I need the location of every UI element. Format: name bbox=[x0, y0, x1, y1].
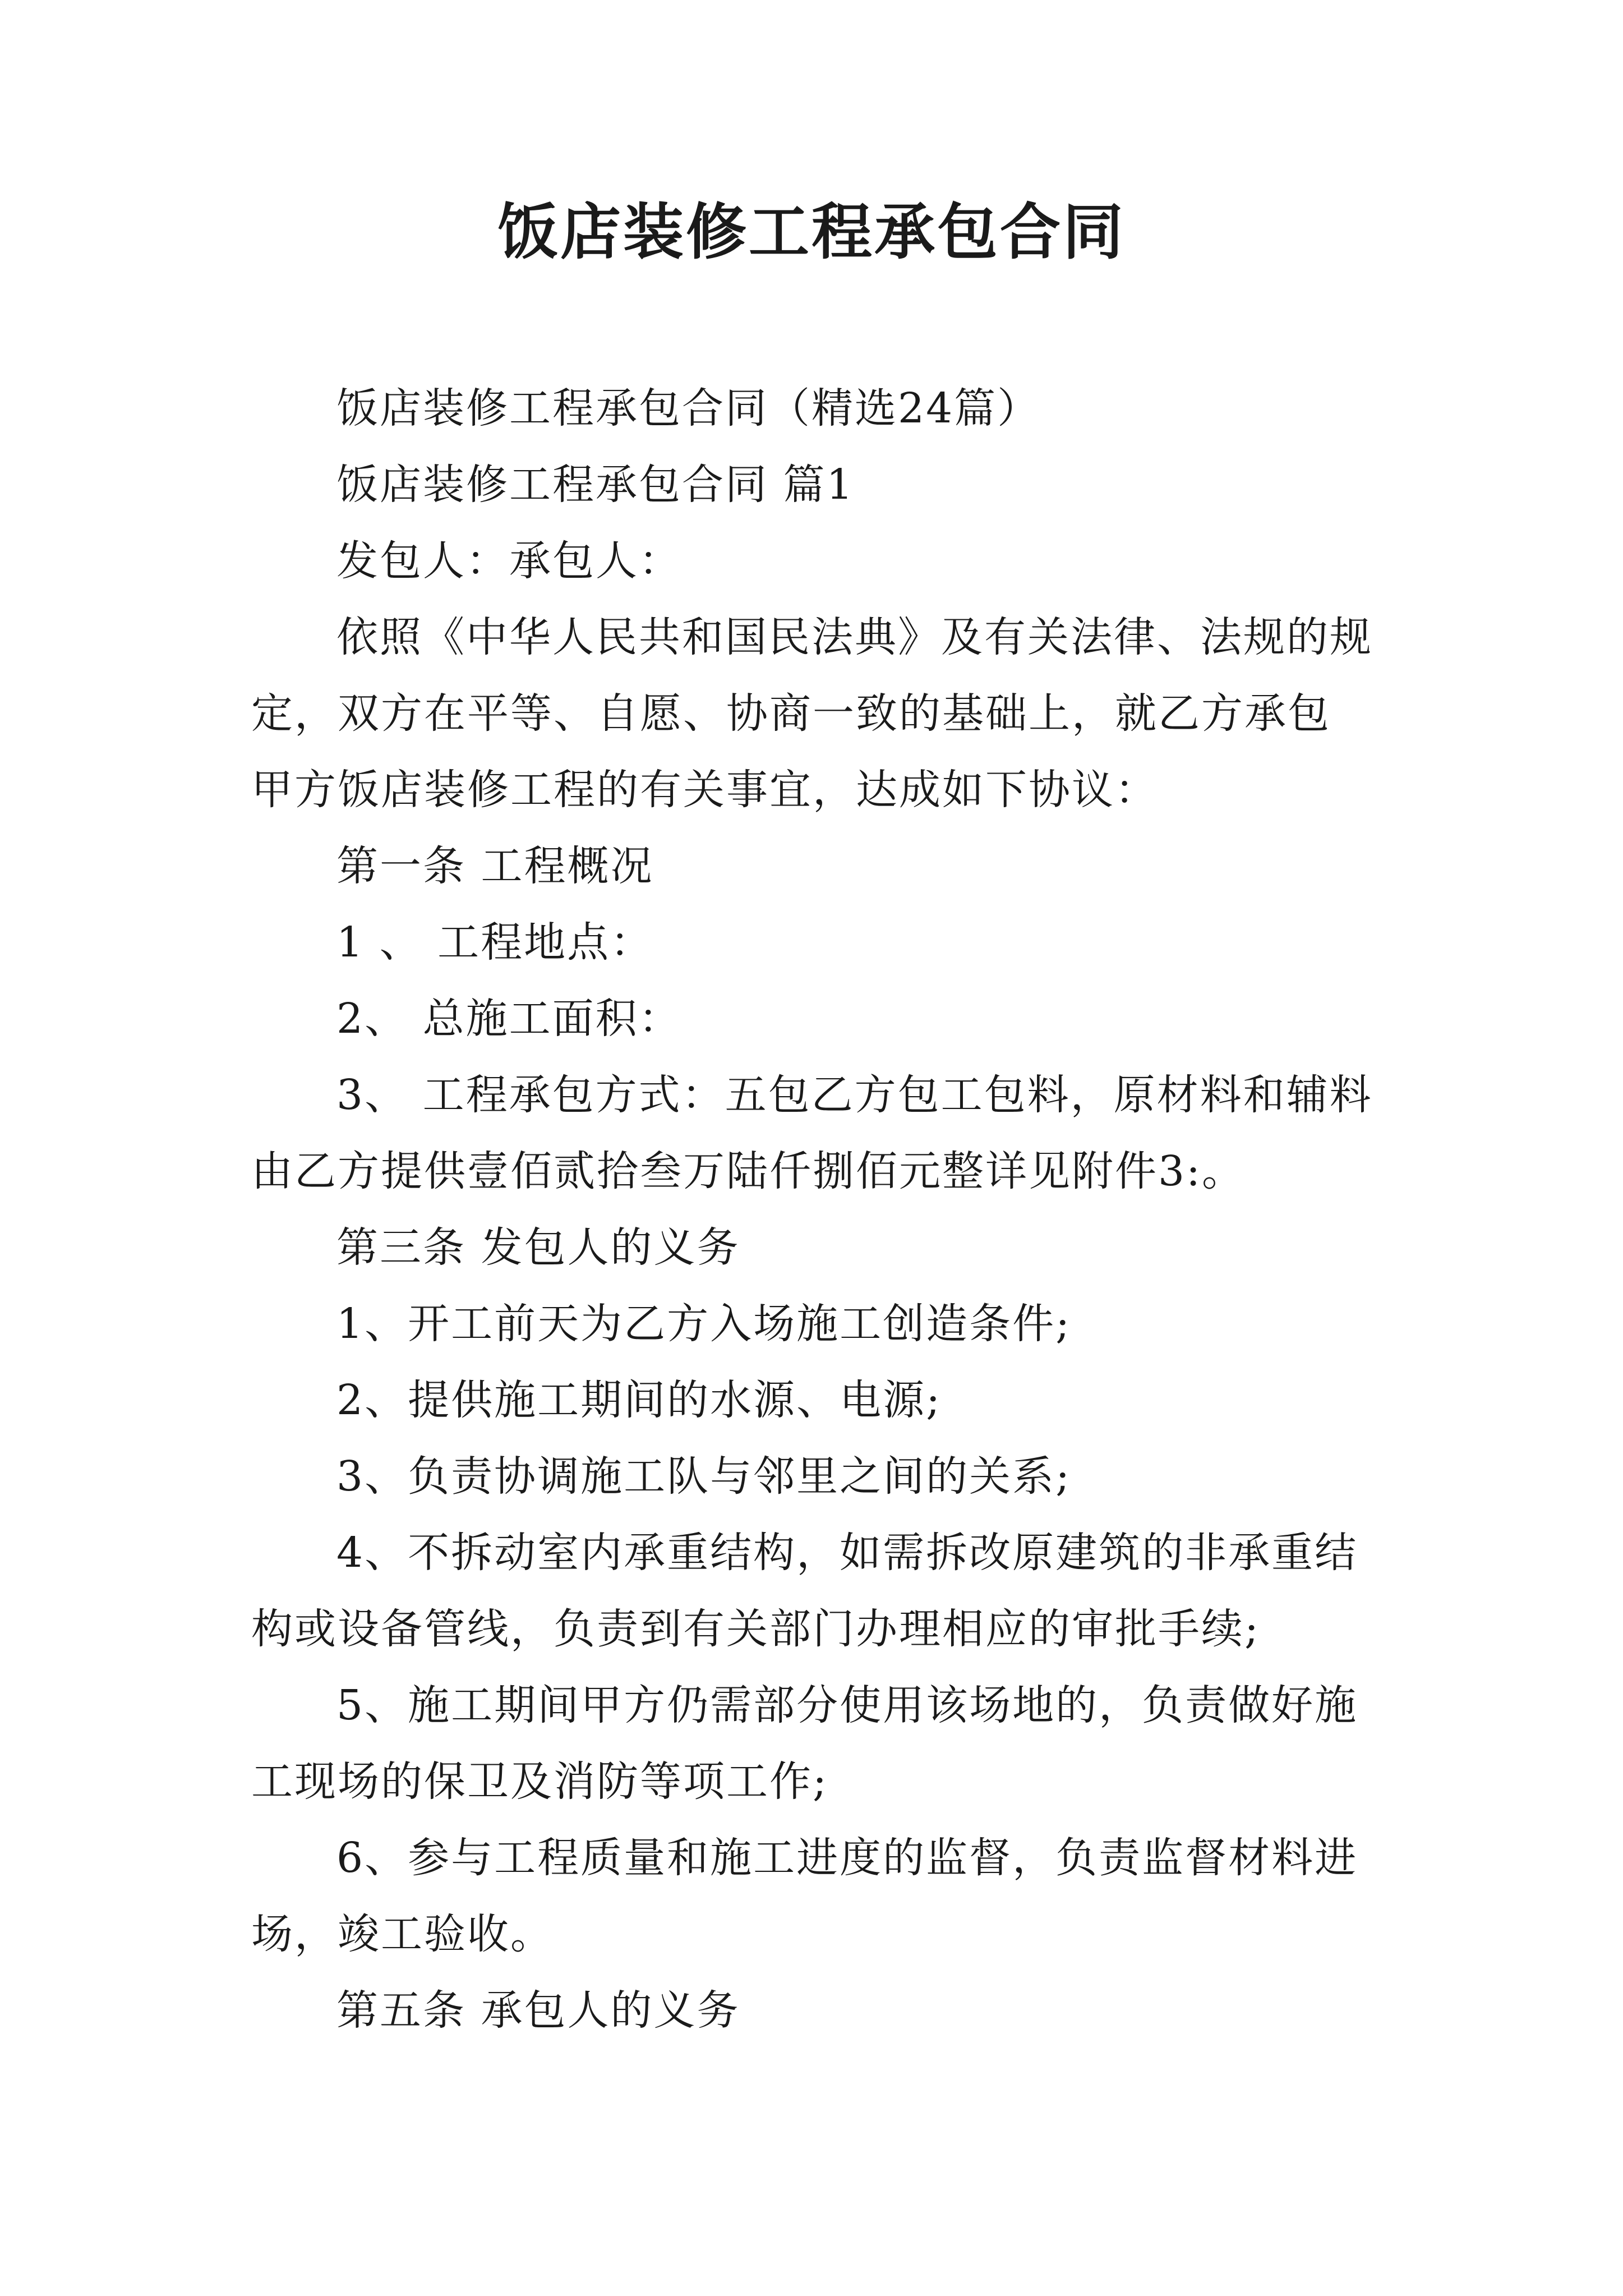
paragraph-item: 6、参与工程质量和施工进度的监督，负责监督材料进场，竣工验收。 bbox=[251, 1834, 1358, 1958]
paragraph-item: 3、负责协调施工队与邻里之间的关系; bbox=[336, 1452, 1072, 1501]
paragraph-article-5-heading: 第五条 承包人的义务 bbox=[336, 1986, 740, 2035]
paragraph-item: 2、提供施工期间的水源、电源; bbox=[336, 1376, 942, 1424]
paragraph-item: 4、不拆动室内承重结构，如需拆改原建筑的非承重结构或设备管线，负责到有关部门办理相应的审批手续; bbox=[251, 1529, 1358, 1653]
paragraph-article-1-heading: 第一条 工程概况 bbox=[336, 842, 654, 890]
paragraph-preamble: 依照《中华人民共和国民法典》及有关法律、法规的规定，双方在平等、自愿、协商一致的基础上，就乙方承包甲方饭店装修工程的有关事宜，达成如下协议： bbox=[251, 613, 1373, 814]
document-body bbox=[251, 370, 1373, 2049]
paragraph-item: 3、 工程承包方式：五包乙方包工包料，原材料和辅料由乙方提供壹佰贰拾叁万陆仟捌佰元整详见附件3:。 bbox=[251, 1071, 1373, 1195]
paragraph-item: 1 、 工程地点： bbox=[336, 918, 654, 967]
paragraph-article-3-heading: 第三条 发包人的义务 bbox=[336, 1223, 740, 1272]
paragraph-parties: 发包人：承包人： bbox=[336, 537, 682, 585]
document-title: 饭店装修工程承包合同 bbox=[497, 197, 1126, 268]
paragraph-subtitle: 饭店装修工程承包合同（精选24篇） bbox=[336, 384, 1041, 432]
paragraph-item: 2、 总施工面积： bbox=[336, 995, 682, 1043]
paragraph-item: 5、施工期间甲方仍需部分使用该场地的，负责做好施工现场的保卫及消防等项工作; bbox=[251, 1681, 1358, 1806]
paragraph-section-heading: 饭店装修工程承包合同 篇1 bbox=[336, 461, 855, 509]
paragraph-item: 1、开工前天为乙方入场施工创造条件; bbox=[336, 1300, 1072, 1348]
